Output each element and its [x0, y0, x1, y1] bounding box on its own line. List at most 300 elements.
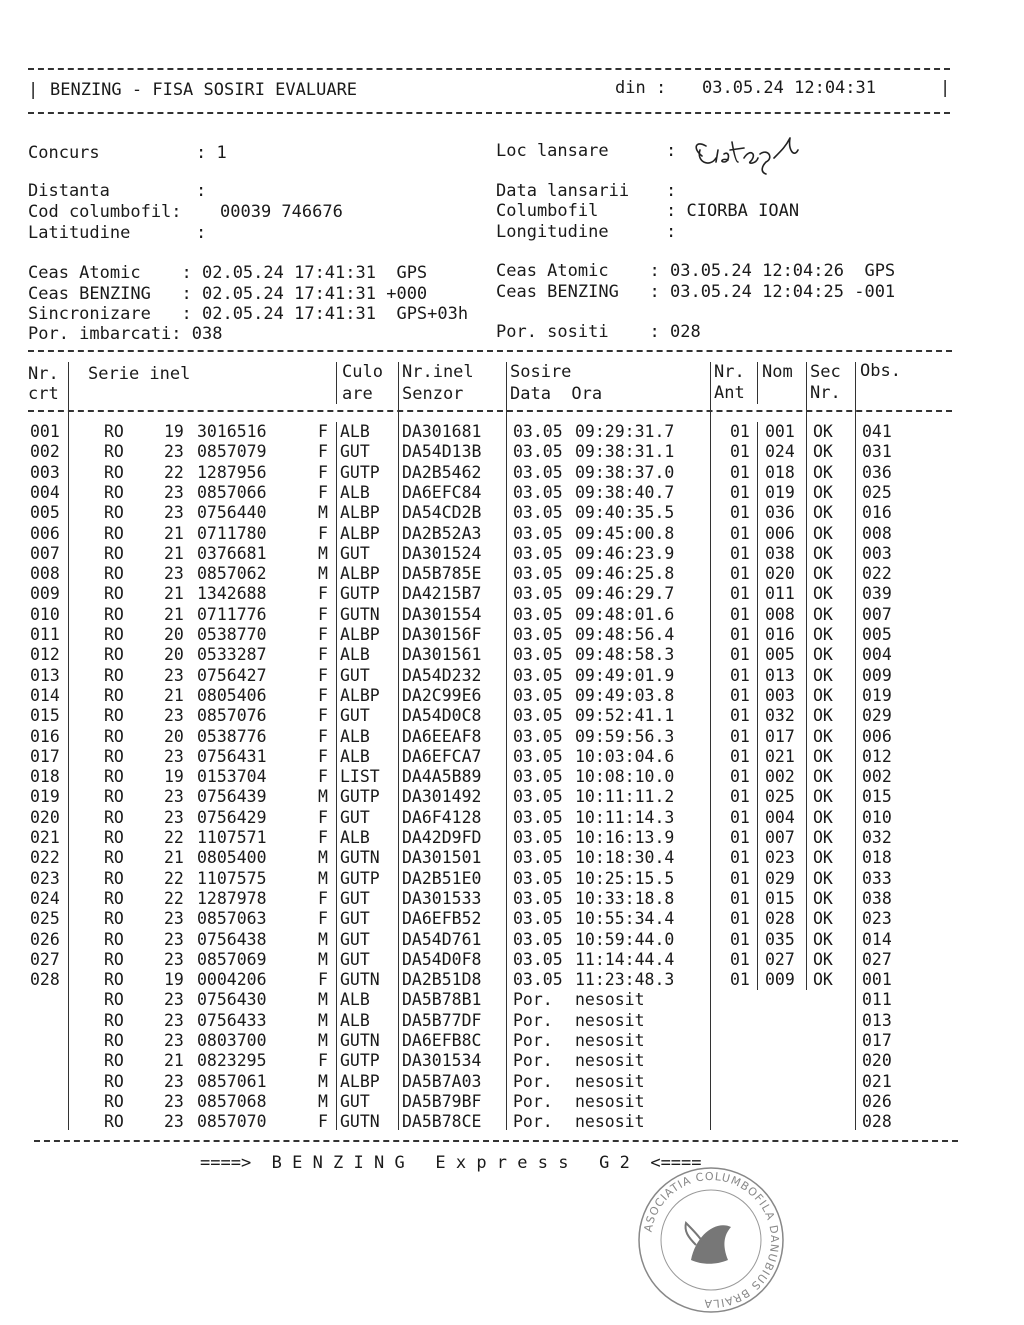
table-header-rule	[28, 410, 952, 412]
cell-dt: 03.05	[513, 584, 563, 604]
cell-sex: F	[318, 685, 328, 705]
cell-obs: 009	[862, 665, 892, 685]
cell-nom: 006	[765, 523, 795, 543]
cell-ring: 3016516	[197, 422, 267, 441]
cell-obs: 041	[862, 422, 892, 441]
cell-sec: OK	[813, 929, 833, 949]
cell-tm: 09:52:41.1	[575, 706, 675, 726]
cell-ring: 0857061	[197, 1071, 267, 1091]
cell-dt: Por.	[513, 990, 553, 1010]
cell-col: GUTP	[340, 1051, 380, 1071]
cell-nom: 015	[765, 888, 795, 908]
cell-dt: 03.05	[513, 949, 563, 969]
cell-tm: 11:14:44.4	[575, 949, 675, 969]
cell-sen: DA6EEAF8	[402, 726, 482, 746]
cell-dt: 03.05	[513, 807, 563, 827]
cell-tm: nesosit	[575, 1091, 645, 1111]
cell-nom: 023	[765, 848, 795, 868]
cell-sen: DA6EFB52	[402, 909, 482, 929]
cell-sex: F	[318, 767, 328, 787]
longitudine-value: :	[666, 222, 677, 242]
cell-tm: 09:40:35.5	[575, 503, 675, 523]
cell-yr: 23	[164, 564, 184, 584]
cell-ro: RO	[104, 685, 124, 705]
cell-yr: 23	[164, 1071, 184, 1091]
cell-sen: DA301492	[402, 787, 482, 807]
cell-yr: 19	[164, 970, 184, 990]
cell-obs: 013	[862, 1010, 892, 1030]
cell-ant: 01	[730, 685, 750, 705]
cell-nr: 005	[30, 503, 60, 523]
cell-nom: 032	[765, 706, 795, 726]
cell-dt: 03.05	[513, 706, 563, 726]
cell-ro: RO	[104, 604, 124, 624]
cell-ro: RO	[104, 970, 124, 990]
cell-yr: 23	[164, 482, 184, 502]
cell-ro: RO	[104, 706, 124, 726]
cell-obs: 022	[862, 564, 892, 584]
cell-ring: 0004206	[197, 970, 267, 990]
cell-nr: 008	[30, 564, 60, 584]
distanta-value: :	[196, 181, 207, 201]
cell-col: GUTP	[340, 868, 380, 888]
cell-sex: F	[318, 1112, 328, 1132]
sep-sosire	[710, 362, 711, 1130]
cell-dt: 03.05	[513, 828, 563, 847]
cell-ant: 01	[730, 482, 750, 502]
cell-obs: 018	[862, 848, 892, 868]
cell-tm: 10:11:11.2	[575, 787, 675, 807]
cell-sen: DA5B7A03	[402, 1071, 482, 1091]
cell-obs: 036	[862, 462, 892, 482]
cell-obs: 006	[862, 726, 892, 746]
cell-ro: RO	[104, 482, 124, 502]
cell-sex: F	[318, 523, 328, 543]
cell-nr: 012	[30, 645, 60, 665]
cell-ro: RO	[104, 442, 124, 462]
cell-obs: 038	[862, 888, 892, 908]
cell-tm: nesosit	[575, 990, 645, 1010]
cell-sex: F	[318, 422, 328, 441]
cell-sex: F	[318, 584, 328, 604]
cell-nom: 038	[765, 543, 795, 563]
cell-dt: Por.	[513, 1010, 553, 1030]
cell-ant: 01	[730, 523, 750, 543]
report-datetime: 03.05.24 12:04:31	[702, 78, 876, 98]
top-rule	[28, 68, 950, 70]
cell-dt: 03.05	[513, 746, 563, 766]
cell-ant: 01	[730, 949, 750, 969]
data-lansarii-value: :	[666, 181, 677, 201]
cell-ant: 01	[730, 645, 750, 665]
cell-tm: nesosit	[575, 1112, 645, 1132]
cell-dt: 03.05	[513, 787, 563, 807]
cell-sen: DA6F4128	[402, 807, 482, 827]
cell-nom: 035	[765, 929, 795, 949]
cell-ring: 1287956	[197, 462, 267, 482]
cell-nr: 004	[30, 482, 60, 502]
cell-nom: 003	[765, 685, 795, 705]
cell-ring: 0857063	[197, 909, 267, 929]
cell-ant: 01	[730, 807, 750, 827]
cell-ro: RO	[104, 543, 124, 563]
cell-sec: OK	[813, 422, 833, 441]
cell-sen: DA54D761	[402, 929, 482, 949]
cell-ro: RO	[104, 807, 124, 827]
col-sosire-2: Data Ora	[510, 384, 603, 404]
col-inel-1: Nr.inel	[402, 362, 474, 382]
cell-obs: 015	[862, 787, 892, 807]
cell-dt: 03.05	[513, 564, 563, 584]
cell-tm: 09:46:23.9	[575, 543, 675, 563]
cell-tm: 10:08:10.0	[575, 767, 675, 787]
cell-yr: 23	[164, 503, 184, 523]
cell-yr: 21	[164, 523, 184, 543]
cell-tm: 10:11:14.3	[575, 807, 675, 827]
cell-sec: OK	[813, 482, 833, 502]
cell-sen: DA4A5B89	[402, 767, 482, 787]
col-inel-2: Senzor	[402, 384, 464, 404]
sep-ant	[757, 422, 758, 990]
cell-ring: 1107571	[197, 828, 267, 847]
cell-tm: 09:38:40.7	[575, 482, 675, 502]
concurs-value: : 1	[196, 143, 227, 163]
cell-yr: 20	[164, 726, 184, 746]
cell-dt: Por.	[513, 1091, 553, 1111]
cell-col: ALBP	[340, 564, 380, 584]
cell-col: ALBP	[340, 685, 380, 705]
cell-obs: 010	[862, 807, 892, 827]
cell-sex: M	[318, 1091, 328, 1111]
cell-col: ALB	[340, 482, 370, 502]
cell-ring: 0756439	[197, 787, 267, 807]
cell-ring: 0756438	[197, 929, 267, 949]
cell-ant: 01	[730, 828, 750, 847]
cell-sen: DA42D9FD	[402, 828, 482, 847]
cell-nr: 028	[30, 970, 60, 990]
cell-dt: 03.05	[513, 503, 563, 523]
cell-col: GUT	[340, 1091, 370, 1111]
cell-nr: 021	[30, 828, 60, 847]
cell-nom: 008	[765, 604, 795, 624]
table-top-rule	[28, 350, 952, 352]
cell-tm: 09:38:37.0	[575, 462, 675, 482]
cell-obs: 020	[862, 1051, 892, 1071]
cell-yr: 23	[164, 1112, 184, 1132]
cell-obs: 019	[862, 685, 892, 705]
cell-col: GUT	[340, 706, 370, 726]
sep-sec	[855, 362, 856, 1130]
cell-tm: 09:46:29.7	[575, 584, 675, 604]
cell-sen: DA6EFC84	[402, 482, 482, 502]
columbofil-value: : CIORBA IOAN	[666, 201, 800, 221]
cell-ant: 01	[730, 848, 750, 868]
cell-sex: M	[318, 848, 328, 868]
cell-nom: 016	[765, 625, 795, 644]
cell-nr: 026	[30, 929, 60, 949]
cell-ant: 01	[730, 422, 750, 441]
cell-ring: 0756431	[197, 746, 267, 766]
cell-nom: 029	[765, 868, 795, 888]
cell-tm: nesosit	[575, 1010, 645, 1030]
ceas-benzing-start: Ceas BENZING : 02.05.24 17:41:31 +000	[28, 284, 428, 304]
cell-ro: RO	[104, 462, 124, 482]
cell-ro: RO	[104, 888, 124, 908]
cell-col: GUTP	[340, 462, 380, 482]
cell-ro: RO	[104, 787, 124, 807]
cell-ro: RO	[104, 1010, 124, 1030]
cell-nr: 006	[30, 523, 60, 543]
sep-serie	[336, 422, 337, 1130]
cell-yr: 21	[164, 543, 184, 563]
cell-yr: 23	[164, 442, 184, 462]
cell-sex: F	[318, 645, 328, 665]
cell-ring: 0756430	[197, 990, 267, 1010]
cell-nr: 002	[30, 442, 60, 462]
cell-nr: 001	[30, 422, 60, 441]
cell-ring: 0376681	[197, 543, 267, 563]
cell-sec: OK	[813, 949, 833, 969]
cell-sen: DA2B51D8	[402, 970, 482, 990]
cell-tm: 09:49:01.9	[575, 665, 675, 685]
cell-ro: RO	[104, 1112, 124, 1132]
cell-dt: 03.05	[513, 665, 563, 685]
cell-col: GUTN	[340, 970, 380, 990]
sincronizare: Sincronizare : 02.05.24 17:41:31 GPS+03h	[28, 304, 469, 324]
cell-yr: 21	[164, 1051, 184, 1071]
cell-obs: 012	[862, 746, 892, 766]
cell-dt: 03.05	[513, 482, 563, 502]
cell-obs: 026	[862, 1091, 892, 1111]
cell-nom: 020	[765, 564, 795, 584]
cell-ant: 01	[730, 767, 750, 787]
cell-obs: 021	[862, 1071, 892, 1091]
cell-ro: RO	[104, 746, 124, 766]
cell-ro: RO	[104, 868, 124, 888]
cell-ring: 0538776	[197, 726, 267, 746]
cell-ant: 01	[730, 868, 750, 888]
cell-nom: 019	[765, 482, 795, 502]
latitudine-value: :	[196, 223, 207, 243]
ceas-atomic-end: Ceas Atomic : 03.05.24 12:04:26 GPS	[496, 261, 896, 281]
col-nr-2: crt	[28, 384, 59, 404]
cell-nr: 023	[30, 868, 60, 888]
cell-sen: DA54CD2B	[402, 503, 482, 523]
sep-nr	[68, 362, 69, 1130]
cell-yr: 23	[164, 665, 184, 685]
sep-ant-head	[757, 362, 758, 404]
cell-yr: 22	[164, 868, 184, 888]
cell-nr: 009	[30, 584, 60, 604]
cell-col: ALB	[340, 1010, 370, 1030]
cell-ro: RO	[104, 1031, 124, 1050]
cell-ring: 0805400	[197, 848, 267, 868]
cell-sex: F	[318, 970, 328, 990]
cell-nr: 018	[30, 767, 60, 787]
cell-ring: 0538770	[197, 625, 267, 644]
cell-ring: 0857066	[197, 482, 267, 502]
cell-dt: 03.05	[513, 422, 563, 441]
benzing-express-footer: ====> B E N Z I N G E x p r e s s G 2 <====	[200, 1153, 702, 1173]
cell-ant: 01	[730, 888, 750, 908]
cell-ant: 01	[730, 442, 750, 462]
cell-nom: 001	[765, 422, 795, 441]
cell-sen: DA301681	[402, 422, 482, 441]
loc-lansare-label: Loc lansare	[496, 141, 609, 161]
concurs-label: Concurs	[28, 143, 100, 163]
cell-ro: RO	[104, 828, 124, 847]
col-sosire-1: Sosire	[510, 362, 572, 382]
header-left-bar: |	[28, 80, 39, 100]
ceas-benzing-end: Ceas BENZING : 03.05.24 12:04:25 -001	[496, 282, 896, 302]
cell-col: GUT	[340, 442, 370, 462]
cell-yr: 23	[164, 990, 184, 1010]
cell-sen: DA54D13B	[402, 442, 482, 462]
cell-sex: M	[318, 543, 328, 563]
cell-ro: RO	[104, 929, 124, 949]
cell-ant: 01	[730, 909, 750, 929]
cell-nr: 025	[30, 909, 60, 929]
cell-sex: M	[318, 868, 328, 888]
cell-yr: 23	[164, 909, 184, 929]
cell-ant: 01	[730, 503, 750, 523]
cell-yr: 20	[164, 645, 184, 665]
cell-yr: 23	[164, 1031, 184, 1050]
cell-col: GUTN	[340, 848, 380, 868]
cell-yr: 23	[164, 787, 184, 807]
cell-ro: RO	[104, 665, 124, 685]
cell-yr: 22	[164, 828, 184, 847]
cell-dt: Por.	[513, 1031, 553, 1050]
cell-yr: 19	[164, 422, 184, 441]
cell-dt: 03.05	[513, 523, 563, 543]
cell-nom: 005	[765, 645, 795, 665]
cell-ant: 01	[730, 706, 750, 726]
cell-yr: 22	[164, 462, 184, 482]
cell-sen: DA301534	[402, 1051, 482, 1071]
col-culoare-1: Culo	[342, 362, 383, 382]
cell-nr: 020	[30, 807, 60, 827]
report-title: BENZING - FISA SOSIRI EVALUARE	[50, 80, 358, 100]
cell-tm: 10:25:15.5	[575, 868, 675, 888]
porumbei-sositi: Por. sositi : 028	[496, 322, 701, 342]
cell-nr: 019	[30, 787, 60, 807]
cell-sex: F	[318, 625, 328, 644]
cell-ring: 0711780	[197, 523, 267, 543]
cell-sex: F	[318, 665, 328, 685]
cell-dt: 03.05	[513, 909, 563, 929]
cell-sex: F	[318, 604, 328, 624]
col-sec-1: Sec	[810, 362, 841, 382]
cell-ant: 01	[730, 787, 750, 807]
association-stamp	[636, 1165, 786, 1315]
cell-sex: M	[318, 1010, 328, 1030]
cell-ring: 0803700	[197, 1031, 267, 1050]
cell-obs: 023	[862, 909, 892, 929]
cell-col: ALBP	[340, 523, 380, 543]
cell-nr: 027	[30, 949, 60, 969]
cell-sen: DA301561	[402, 645, 482, 665]
cell-obs: 002	[862, 767, 892, 787]
cell-nr: 017	[30, 746, 60, 766]
cell-obs: 016	[862, 503, 892, 523]
cell-sex: M	[318, 503, 328, 523]
sep-nom	[806, 362, 807, 990]
cell-nr: 014	[30, 685, 60, 705]
cell-tm: 10:33:18.8	[575, 888, 675, 908]
cell-col: GUT	[340, 807, 370, 827]
cell-sec: OK	[813, 685, 833, 705]
cell-sec: OK	[813, 848, 833, 868]
cell-ro: RO	[104, 523, 124, 543]
cell-ant: 01	[730, 543, 750, 563]
cell-ant: 01	[730, 584, 750, 604]
cell-ring: 0711776	[197, 604, 267, 624]
cell-ant: 01	[730, 970, 750, 990]
cell-ant: 01	[730, 462, 750, 482]
cell-col: ALBP	[340, 625, 380, 644]
col-nr-1: Nr.	[28, 364, 59, 384]
cell-sec: OK	[813, 564, 833, 584]
cell-sec: OK	[813, 584, 833, 604]
cell-col: GUTP	[340, 584, 380, 604]
cell-dt: 03.05	[513, 645, 563, 665]
cell-nom: 021	[765, 746, 795, 766]
cell-dt: 03.05	[513, 888, 563, 908]
cell-ro: RO	[104, 584, 124, 604]
handwritten-location-signature	[686, 128, 816, 178]
cell-ant: 01	[730, 625, 750, 644]
cell-ring: 0857070	[197, 1112, 267, 1132]
cell-obs: 003	[862, 543, 892, 563]
cell-tm: 10:03:04.6	[575, 746, 675, 766]
col-ant-2: Ant	[714, 383, 745, 403]
cell-tm: 09:48:01.6	[575, 604, 675, 624]
cell-yr: 21	[164, 584, 184, 604]
cell-sex: M	[318, 949, 328, 969]
cell-col: ALB	[340, 828, 370, 847]
cell-dt: Por.	[513, 1071, 553, 1091]
cell-yr: 21	[164, 604, 184, 624]
cell-col: LIST	[340, 767, 380, 787]
cell-ring: 0857068	[197, 1091, 267, 1111]
cell-col: ALB	[340, 422, 370, 441]
col-obs: Obs.	[860, 361, 901, 381]
cell-yr: 23	[164, 807, 184, 827]
cell-sen: DA5B77DF	[402, 1010, 482, 1030]
cell-nom: 024	[765, 442, 795, 462]
loc-lansare-sep: :	[666, 141, 677, 161]
cell-col: GUT	[340, 888, 370, 908]
cell-ring: 0756433	[197, 1010, 267, 1030]
cell-ring: 0153704	[197, 767, 267, 787]
cell-obs: 001	[862, 970, 892, 990]
sep-serie-head	[336, 362, 337, 404]
cell-sec: OK	[813, 706, 833, 726]
cell-ro: RO	[104, 564, 124, 584]
cell-sec: OK	[813, 888, 833, 908]
cell-dt: 03.05	[513, 970, 563, 990]
cell-ring: 0756429	[197, 807, 267, 827]
cell-nr: 024	[30, 888, 60, 908]
cell-tm: nesosit	[575, 1071, 645, 1091]
cell-obs: 011	[862, 990, 892, 1010]
cell-col: GUTP	[340, 787, 380, 807]
cell-tm: 10:18:30.4	[575, 848, 675, 868]
cell-sex: M	[318, 990, 328, 1010]
cell-col: ALBP	[340, 503, 380, 523]
cell-col: GUTN	[340, 1112, 380, 1132]
